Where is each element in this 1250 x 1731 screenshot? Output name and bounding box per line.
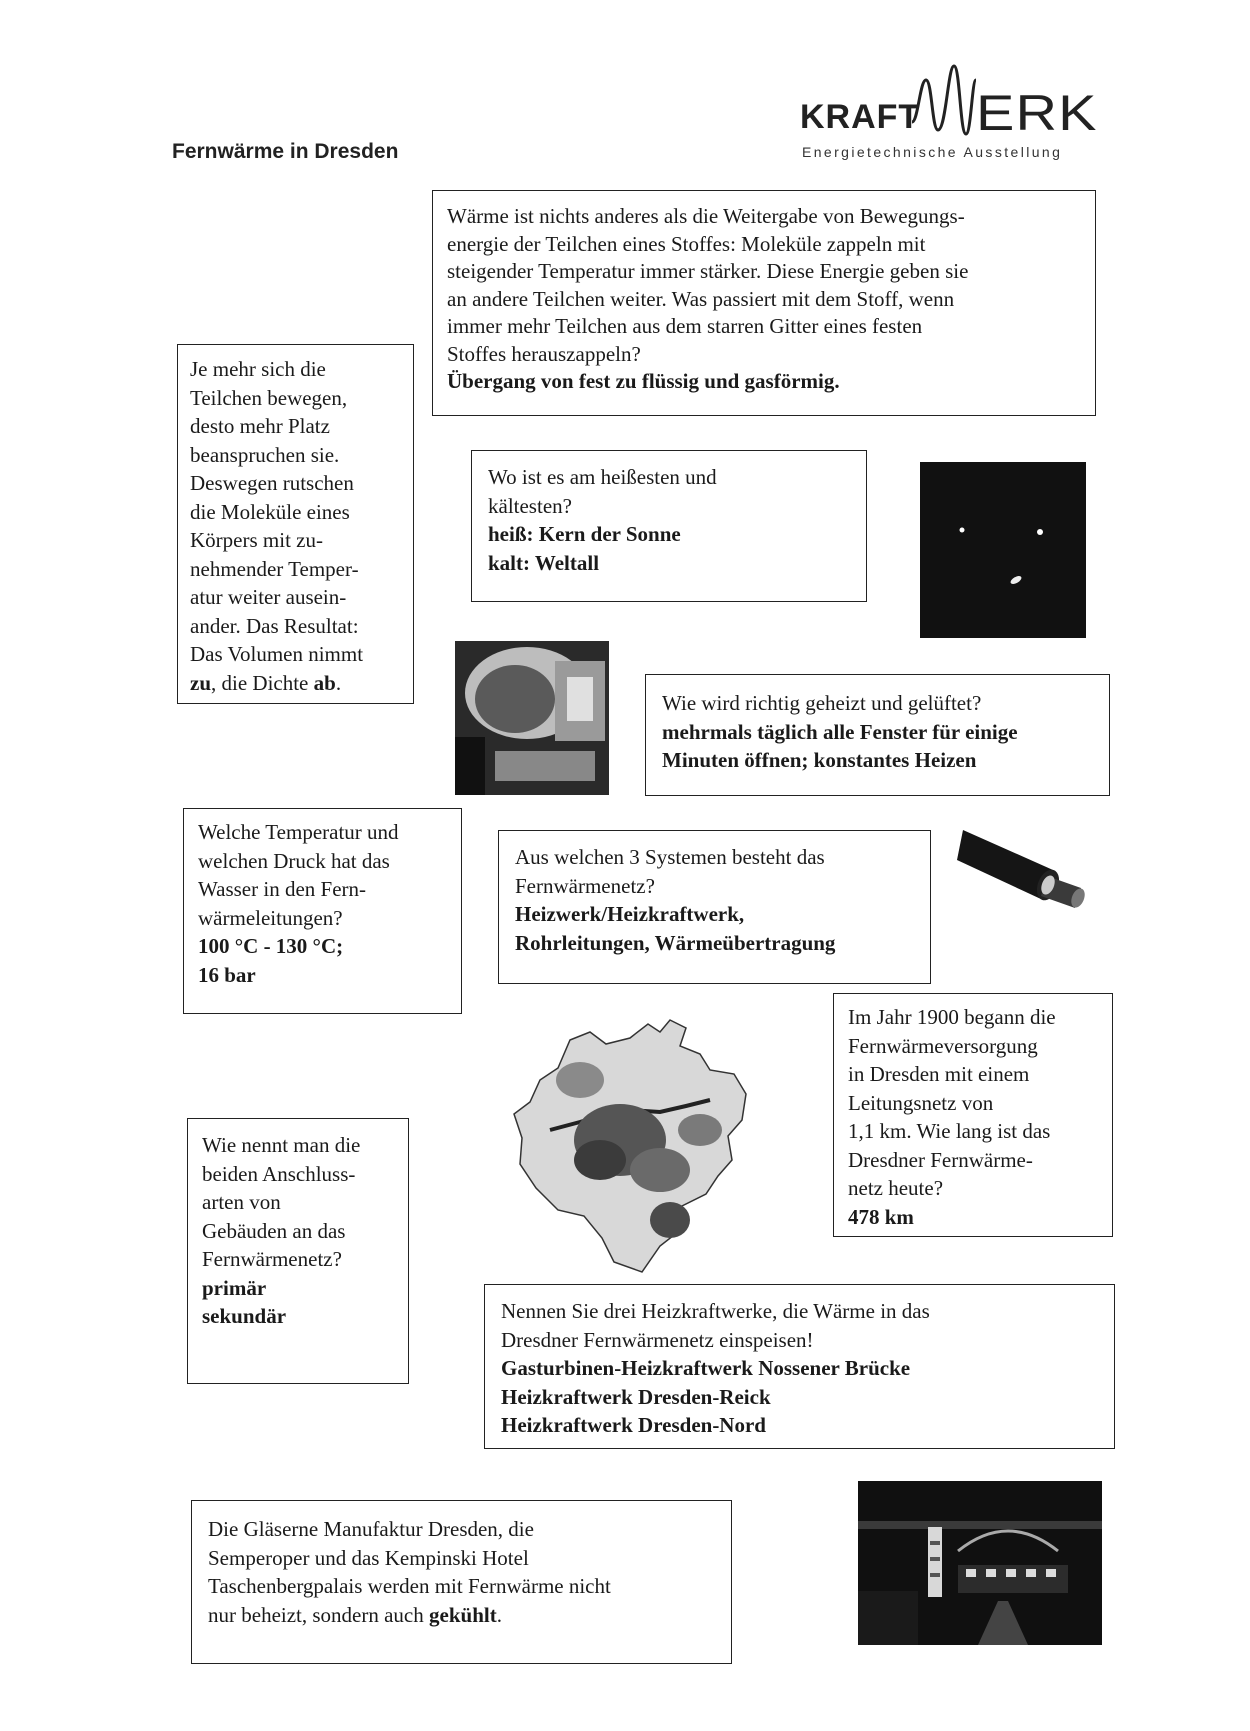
logo-text-erk: ERK [976, 85, 1098, 141]
question-line: arten von [202, 1190, 281, 1214]
answer-line: sekundär [202, 1304, 287, 1328]
power-plant-graphic [858, 1481, 1102, 1645]
info-box-volumen [177, 344, 414, 704]
text-fragment: , die Dichte [211, 670, 314, 695]
window-photo [455, 641, 609, 795]
answer-line: Minuten öffnen; konstantes Heizen [662, 748, 977, 772]
answer-line: kalt: Weltall [488, 550, 600, 575]
pipe-image [955, 818, 1095, 918]
text-line-last [208, 1601, 715, 1630]
question-line: netz heute? [848, 1176, 944, 1200]
info-box-temperatur [183, 808, 462, 1014]
night-sky-image [920, 462, 1086, 638]
question-line: Stoffes herauszappeln? [447, 341, 641, 366]
info-box-anschluss [187, 1118, 409, 1384]
text-fragment: . [335, 670, 342, 695]
answer-line: Rohrleitungen, Wärmeübertragung [515, 930, 836, 955]
answer-line: 16 bar [198, 962, 256, 987]
question-line: steigender Temperatur immer stärker. Diese Energie geben sie [447, 259, 969, 283]
question-line: Dresdner Fernwärme- [848, 1147, 1033, 1172]
question-line: 1,1 km. Wie lang ist das [848, 1119, 1051, 1143]
text-line: Deswegen rutschen [190, 471, 354, 495]
power-plant-photo [858, 1481, 1102, 1645]
question-line: Im Jahr 1900 begann die [848, 1005, 1056, 1029]
answer-line: 100 °C - 130 °C; [198, 934, 344, 958]
answer-line: 478 km [848, 1204, 914, 1229]
answer-line: Heizwerk/Heizkraftwerk, [515, 902, 745, 926]
question-line: kältesten? [488, 493, 572, 518]
info-box-manufaktur [191, 1500, 732, 1664]
text-line: Die Gläserne Manufaktur Dresden, die [208, 1517, 534, 1541]
question-line: Leitungsnetz von [848, 1090, 994, 1115]
question-line: wärmeleitungen? [198, 905, 343, 930]
question-line: Gebäuden an das [202, 1218, 346, 1243]
answer-line: Heizkraftwerk Dresden-Nord [501, 1413, 766, 1437]
info-box-lueften [645, 674, 1110, 796]
text-fragment: . [496, 1602, 502, 1627]
text-line: atur weiter ausein- [190, 585, 347, 609]
kraftwerk-logo [800, 60, 1100, 170]
info-box-waerme [432, 190, 1096, 416]
answer-line: Heizkraftwerk Dresden-Reick [501, 1384, 771, 1409]
text-line: Körpers mit zu- [190, 528, 323, 552]
question-line: Welche Temperatur und [198, 820, 399, 844]
logo-subtitle: Energietechnische Ausstellung [802, 144, 1063, 160]
question-line: Aus welchen 3 Systemen besteht das [515, 845, 825, 869]
text-line: desto mehr Platz [190, 414, 330, 438]
answer-line: mehrmals täglich alle Fenster für einige [662, 719, 1018, 744]
question-line: Wo ist es am heißesten und [488, 465, 717, 489]
info-box-heiss-kalt [471, 450, 867, 602]
question-line: immer mehr Teilchen aus dem starren Gitter eines festen [447, 314, 923, 338]
question-line: in Dresden mit einem [848, 1062, 1030, 1086]
question-line: beiden Anschluss- [202, 1161, 356, 1186]
window-photo-graphic [455, 641, 609, 795]
text-line: nehmender Temper- [190, 556, 359, 581]
bold-word-zu: zu [190, 670, 211, 695]
answer-line: Übergang von fest zu flüssig und gasförmig. [447, 369, 840, 393]
text-line: Das Volumen nimmt [190, 642, 364, 666]
dresden-map-image [510, 1010, 770, 1280]
question-line: Wie wird richtig geheizt und gelüftet? [662, 691, 982, 715]
answer-line: heiß: Kern der Sonne [488, 522, 681, 546]
question-line: Fernwärmenetz? [515, 873, 655, 898]
logo-text-kraft: KRAFT [800, 98, 921, 136]
bold-word-gekuehlt: gekühlt [429, 1602, 497, 1627]
stars-graphic [920, 462, 1086, 638]
text-line: Teilchen bewegen, [190, 385, 348, 410]
info-box-jahr-1900 [833, 993, 1113, 1237]
question-line: Fernwärmenetz? [202, 1247, 342, 1271]
text-line: Taschenbergpalais werden mit Fernwärme nicht [208, 1574, 611, 1598]
text-line: Semperoper und das Kempinski Hotel [208, 1545, 529, 1570]
bold-word-ab: ab [313, 670, 336, 695]
text-fragment: nur beheizt, sondern auch [208, 1602, 430, 1627]
answer-line: Gasturbinen-Heizkraftwerk Nossener Brücke [501, 1356, 911, 1380]
question-line: an andere Teilchen weiter. Was passiert mit dem Stoff, wenn [447, 286, 955, 311]
info-box-kraftwerke [484, 1284, 1115, 1449]
question-line: welchen Druck hat das [198, 848, 390, 873]
question-line: Nennen Sie drei Heizkraftwerke, die Wärme in das [501, 1299, 930, 1323]
logo-wave-icon [908, 60, 978, 140]
question-line: Wasser in den Fern- [198, 877, 367, 901]
page-title: Fernwärme in Dresden [172, 140, 399, 163]
text-line: beanspruchen sie. [190, 442, 340, 467]
question-line: Wie nennt man die [202, 1133, 361, 1157]
answer-line: primär [202, 1275, 267, 1300]
text-line: die Moleküle eines [190, 499, 350, 524]
info-box-systeme [498, 830, 931, 984]
text-line-last [190, 669, 401, 698]
text-line: Je mehr sich die [190, 357, 326, 381]
question-line: Fernwärmeversorgung [848, 1033, 1038, 1058]
question-line: Wärme ist nichts anderes als die Weitergabe von Bewegungs- [447, 204, 965, 228]
question-line: energie der Teilchen eines Stoffes: Moleküle zappeln mit [447, 231, 926, 256]
question-line: Dresdner Fernwärmenetz einspeisen! [501, 1327, 814, 1352]
text-line: ander. Das Resultat: [190, 613, 359, 638]
